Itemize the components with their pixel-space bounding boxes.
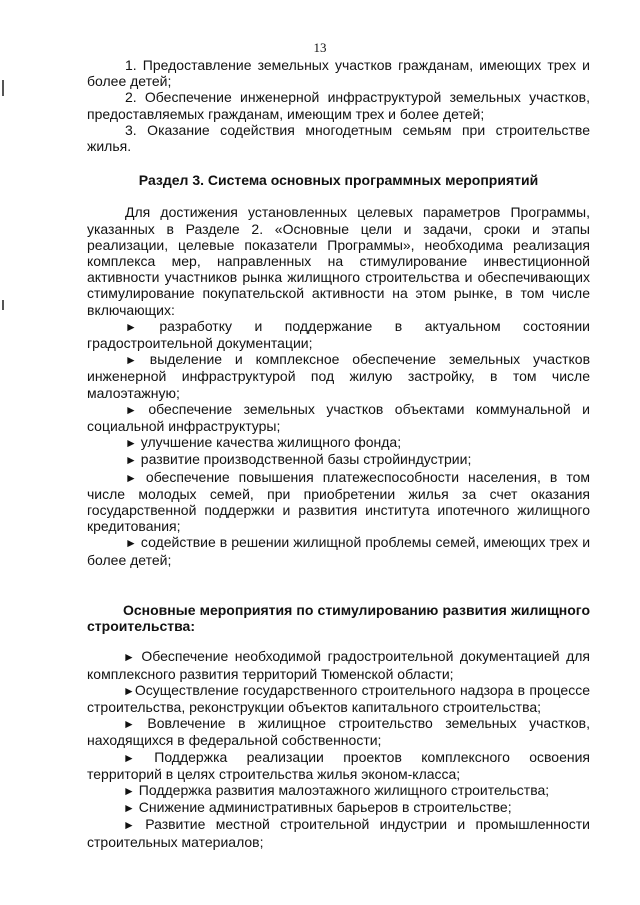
measure-text: улучшение качества жилищного фонда; <box>140 434 402 451</box>
intro-paragraph: Для достижения установленных целевых параметров Программы, указанных в Разделе 2. «Основные цели и задачи, сроки и этапы реализации, целевые показатели Программы», необходима реализация комплекса мер, направленных на стимулирование инвестиционной активности участников рынка жилищного строительства и обеспечивающих стимулирование покупательской активности на этом рынке, в том числе включающих: <box>87 204 590 318</box>
list-item: 2. Обеспечение инженерной инфраструктурой земельных участков, предоставляемых гражданам, имеющим трех и более детей; <box>87 89 590 122</box>
bullet-arrow-icon: ► <box>125 353 137 368</box>
bullet-arrow-icon: ► <box>123 750 135 765</box>
bullet-arrow-icon: ► <box>125 536 137 551</box>
activity-item <box>87 749 590 782</box>
activity-item <box>87 682 590 715</box>
activity-text: Снижение административных барьеров в строительстве; <box>138 799 512 816</box>
measure-text: содействие в решении жилищной проблемы семей, имеющих трех и более детей; <box>87 534 591 568</box>
measure-item <box>87 318 590 351</box>
activity-text: Поддержка реализации проектов комплексного освоения территорий в целях строительства жилья эконом-класса; <box>87 748 590 782</box>
bullet-arrow-icon: ► <box>123 650 135 665</box>
activity-item <box>87 782 590 799</box>
activity-text: Поддержка развития малоэтажного жилищного строительства; <box>138 781 550 798</box>
measure-item <box>87 351 590 401</box>
bullet-arrow-icon: ► <box>125 319 137 334</box>
activity-text: Обеспечение необходимой градостроительной документацией для комплексного развития территорий Тюменской области; <box>87 648 590 682</box>
scan-edge-mark <box>2 300 4 310</box>
measure-text: разработку и поддержание в актуальном состоянии градостроительной документации; <box>87 317 590 352</box>
measure-item <box>87 534 590 567</box>
section-heading: Раздел 3. Система основных программных мероприятий <box>138 172 539 189</box>
activity-item <box>87 799 590 816</box>
measure-item <box>87 434 590 451</box>
measure-item <box>87 401 590 434</box>
measure-text: выделение и комплексное обеспечение земельных участков инженерной инфраструктурой под жилую застройку, в том числе малоэтажную; <box>87 351 591 401</box>
bullet-arrow-icon: ► <box>125 470 137 485</box>
activity-item <box>87 816 590 849</box>
bullet-arrow-icon: ► <box>125 436 137 451</box>
measure-item <box>87 451 590 468</box>
measure-text: обеспечение повышения платежеспособности населения, в том числе молодых семей, при приобретении жилья за счет оказания государственной поддержки и развития института ипотечного жилищного кредитования; <box>87 468 591 535</box>
activity-item <box>87 648 590 681</box>
bullet-arrow-icon: ► <box>125 402 137 417</box>
activity-item <box>87 715 590 748</box>
bullet-arrow-icon: ► <box>123 783 135 798</box>
measure-text: обеспечение земельных участков объектами коммунальной и социальной инфраструктуры; <box>87 400 591 435</box>
page-number: 13 <box>313 40 327 55</box>
scan-edge-mark <box>2 80 4 96</box>
list-item: 3. Оказание содействия многодетным семьям при строительстве жилья. <box>87 121 590 155</box>
document-body <box>87 57 590 850</box>
activity-text: Вовлечение в жилищное строительство земельных участков, находящихся в федеральной собственности; <box>87 715 590 749</box>
subheading: Основные мероприятия по стимулированию развития жилищного строительства: <box>87 601 590 635</box>
bullet-arrow-icon: ► <box>123 683 135 698</box>
bullet-arrow-icon: ► <box>123 818 135 833</box>
activity-text: Развитие местной строительной индустрии и промышленности строительных материалов; <box>87 816 590 850</box>
list-item: 1. Предоставление земельных участков гражданам, имеющих трех и более детей; <box>87 57 590 90</box>
bullet-arrow-icon: ► <box>123 801 135 816</box>
bullet-arrow-icon: ► <box>123 717 135 732</box>
measure-item <box>87 469 590 535</box>
bullet-arrow-icon: ► <box>125 453 137 468</box>
measure-text: развитие производственной базы стройиндустрии; <box>140 451 472 468</box>
activity-text: Осуществление государственного строительного надзора в процессе строительства, реконструкции объектов капитального строительства; <box>87 681 590 715</box>
